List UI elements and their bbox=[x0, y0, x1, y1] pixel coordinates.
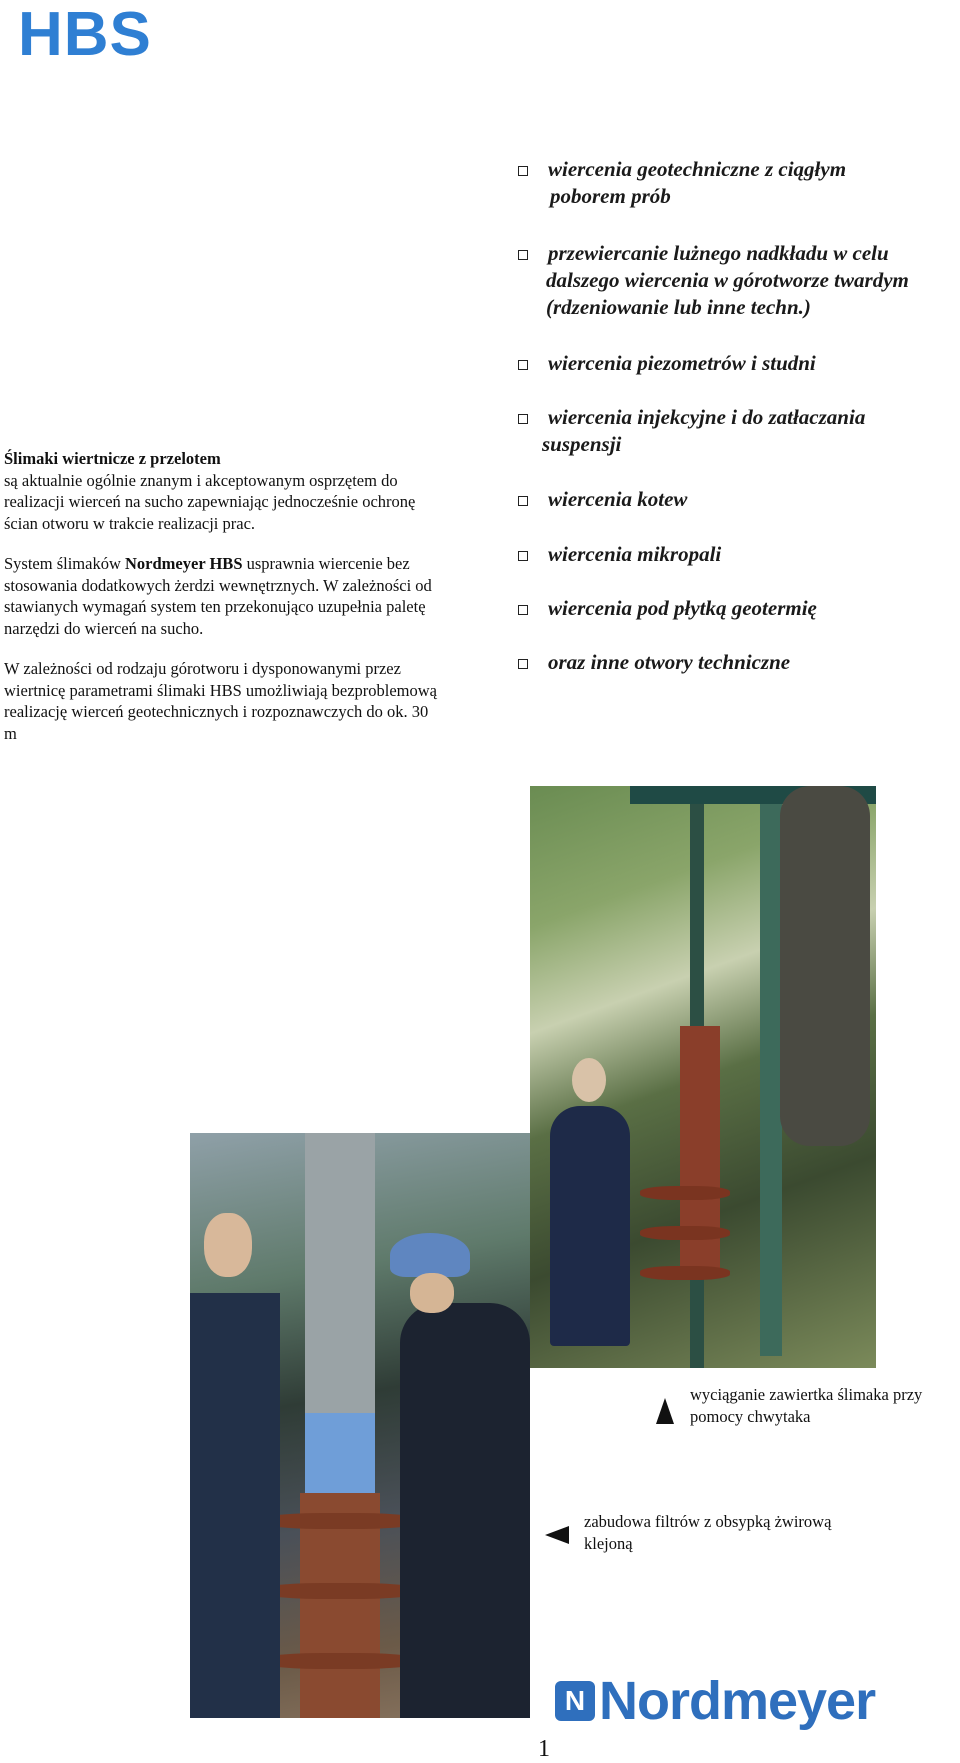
checkbox-square-icon bbox=[518, 250, 528, 260]
nordmeyer-wordmark: Nordmeyer bbox=[599, 1671, 876, 1731]
list-item: wiercenia pod płytką geotermię bbox=[518, 595, 817, 622]
checkbox-square-icon bbox=[518, 166, 528, 176]
photo-filter-installation bbox=[190, 1133, 530, 1718]
checkbox-square-icon bbox=[518, 605, 528, 615]
photo-auger-extraction bbox=[530, 786, 876, 1368]
list-item: wiercenia kotew bbox=[518, 486, 687, 513]
checkbox-square-icon bbox=[518, 360, 528, 370]
paragraph-depth: W zależności od rodzaju górotworu i dysponowanymi przez wiertnicę parametrami ślimaki HBS umożliwiają bezproblemową realizację wierceń geotechnicznych i rozpoznawczych do ok. 30 m bbox=[4, 659, 437, 743]
list-item: przewiercanie lużnego nadkładu w celu dalszego wiercenia w górotworze twardym (rdzeniowanie lub inne techn.) bbox=[518, 240, 909, 321]
list-item: wiercenia piezometrów i studni bbox=[518, 350, 816, 377]
list-item: oraz inne otwory techniczne bbox=[518, 649, 790, 676]
description-text bbox=[4, 448, 444, 763]
paragraph-intro: Ślimaki wiertnicze z przelotem są aktualnie ogólnie znanym i akceptowanym osprzętem do realizacji wierceń na sucho zapewniając jednocześnie ochronę ścian otworu w trakcie realizacji prac. bbox=[4, 449, 416, 533]
paragraph-system: System ślimaków Nordmeyer HBS usprawnia wiercenie bez stosowania dodatkowych żerdzi wewnętrznych. W zależności od stawianych wymagań system ten przekonująco uzupełnia paletę narzędzi do wierceń na sucho. bbox=[4, 554, 432, 638]
arrow-left-icon bbox=[545, 1526, 569, 1544]
arrow-up-icon bbox=[656, 1398, 674, 1424]
checkbox-square-icon bbox=[518, 414, 528, 424]
checkbox-square-icon bbox=[518, 496, 528, 506]
list-item: wiercenia geotechniczne z ciągłym poborem prób bbox=[518, 156, 846, 210]
nordmeyer-badge-icon: N bbox=[555, 1681, 595, 1721]
list-item: wiercenia injekcyjne i do zatłaczania suspensji bbox=[518, 404, 865, 458]
paragraph-heading: Ślimaki wiertnicze z przelotem bbox=[4, 449, 221, 468]
caption-auger-extraction: wyciąganie zawiertka ślimaka przy pomocy chwytaka bbox=[690, 1385, 923, 1426]
caption-filter-installation: zabudowa filtrów z obsypką żwirową klejoną bbox=[584, 1512, 832, 1553]
list-item: wiercenia mikropali bbox=[518, 541, 721, 568]
checkbox-square-icon bbox=[518, 659, 528, 669]
page-number: 1 bbox=[538, 1736, 550, 1762]
nordmeyer-logo bbox=[555, 1667, 875, 1735]
checkbox-square-icon bbox=[518, 551, 528, 561]
hbs-logo: HBS bbox=[18, 0, 152, 69]
